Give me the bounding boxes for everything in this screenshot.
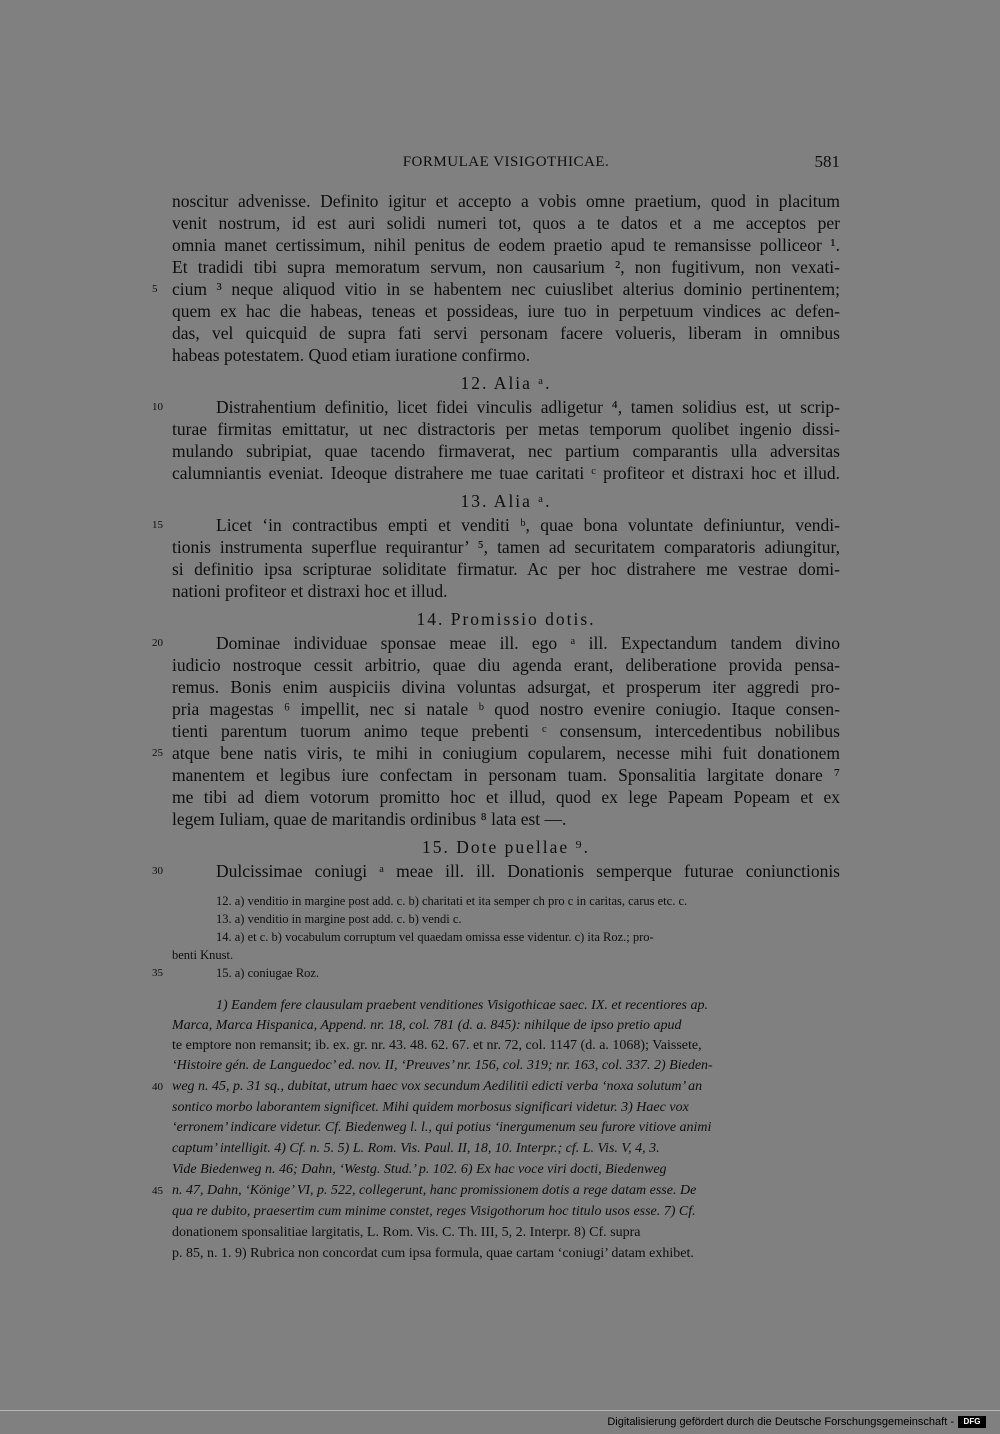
funding-text: Digitalisierung gefördert durch die Deutsche Forschungsgemeinschaft - [607, 1416, 954, 1428]
footnote-line: te emptore non remansit; ib. ex. gr. nr. 43. 48. 62. 67. et nr. 72, col. 1147 (d. a. 1068); Vaissete, [172, 1038, 702, 1053]
line-number: 30 [152, 865, 163, 877]
footnote-line: donationem sponsalitiae largitatis, L. Rom. Vis. C. Th. III, 5, 2. Interpr. 8) Cf. supra [172, 1225, 641, 1240]
apparatus-line: benti Knust. [172, 948, 234, 962]
line-number: 5 [152, 283, 158, 295]
text-line: iudicio nostroque cessit arbitrio, quae diu agenda erant, deliberatione provida pensa- [172, 655, 840, 675]
text-line: das, vel quicquid de supra fati servi personam facere volueris, liberam in omnibus [172, 323, 840, 343]
text-line: Et tradidi tibi supra memoratum servum, non causarium ², non fugitivum, non vexati- [172, 257, 840, 277]
footnote-line: ‘erronem’ indicare videtur. Cf. Biedenweg l. l., qui potius ‘inergumenum seu furore vitiove animi [172, 1120, 712, 1135]
text-line: venit nostrum, id est auri solidi numeri tot, quos a te datos et a me acceptos per [172, 213, 840, 233]
text-line: tionis instrumenta superflue requirantur’ ⁵, tamen ad securitatem comparatoris adiungitur, [172, 537, 840, 557]
text-line: atque bene natis viris, te mihi in coniugium copularem, necesse mihi fuit donationem [172, 743, 840, 763]
text-line: calumniantis eveniat. Ideoque distrahere me tuae caritati ᶜ profiteor et distraxi hoc et illud. [172, 463, 840, 483]
text-line: remus. Bonis enim auspiciis divina voluntas adsurgat, et prosperum iter aggredi pro- [172, 677, 840, 697]
section-heading-15: 15. Dote puellae ⁹. [421, 837, 591, 857]
text-line: noscitur advenisse. Definito igitur et accepto a vobis omne praetium, quod in placitum [172, 191, 840, 211]
footnote-line: sontico morbo laborantem significet. Mihi quidem morbosus significari videtur. 3) Haec vox [172, 1100, 689, 1115]
text-line: pria magestas ⁶ impellit, nec si natale ᵇ quod nostro evenire coniugio. Itaque consen- [172, 699, 840, 719]
dfg-logo-icon: DFG [958, 1416, 986, 1428]
text-line: mulando subripiat, quae tacendo firmaverat, nec partium comparantis ulla adversitas [172, 441, 840, 461]
text-line: quem ex hac die habeas, teneas et possideas, iure tuo in perpetuum vindices ac defen- [172, 301, 840, 321]
footnote-line: p. 85, n. 1. 9) Rubrica non concordat cum ipsa formula, quae cartam ‘coniugi’ datam exhibet. [172, 1246, 694, 1261]
apparatus-line: 15. a) coniugae Roz. [216, 966, 320, 980]
text-line: nationi profiteor et distraxi hoc et illud. [172, 581, 448, 601]
footnote-line: n. 47, Dahn, ‘Könige’ VI, p. 522, collegerunt, hanc promissionem dotis a rege datam esse. De [172, 1183, 697, 1198]
apparatus-line: 14. a) et c. b) vocabulum corruptum vel quaedam omissa esse videntur. c) ita Roz.; pro- [216, 930, 654, 944]
footnote-line: Marca, Marca Hispanica, Append. nr. 18, col. 781 (d. a. 845): nihilque de ipso pretio apud [172, 1018, 682, 1033]
running-title: FORMULAE VISIGOTHICAE. [402, 154, 610, 170]
text-line: Licet ‘in contractibus empti et venditi ᵇ, quae bona voluntate definiuntur, vendi- [216, 515, 840, 535]
text-line: tienti parentum tuorum animo teque prebenti ᶜ consensum, intercedentibus nobilibus [172, 721, 840, 741]
section-heading-13: 13. Alia ᵃ. [460, 491, 552, 511]
footnote-line: captum’ intelligit. 4) Cf. n. 5. 5) L. Rom. Vis. Paul. II, 18, 10. Interpr.; cf. L. Vis. V, 4, 3. [172, 1141, 660, 1156]
line-number: 10 [152, 401, 163, 413]
footnote-line: weg n. 45, p. 31 sq., dubitat, utrum haec vox secundum Aedilitii edicti verba ‘noxa solutum’ an [172, 1079, 703, 1094]
apparatus-line: 13. a) venditio in margine post add. c. b) vendi c. [216, 912, 462, 926]
section-heading-12: 12. Alia ᵃ. [460, 373, 552, 393]
text-line: manentem et legibus iure confectam in personam tuam. Sponsalitia largitate donare ⁷ [172, 765, 840, 785]
text-line: legem Iuliam, quae de maritandis ordinibus ⁸ lata est —. [172, 809, 567, 829]
footnote-line: 1) Eandem fere clausulam praebent venditiones Visigothicae saec. IX. et recentiores ap. [216, 998, 708, 1013]
text-line: turae firmitas emittatur, ut nec distractoris per metas temporum quolibet ingenio dissi- [172, 419, 840, 439]
footnote-line: Vide Biedenweg n. 46; Dahn, ‘Westg. Stud.’ p. 102. 6) Ex hac voce viri docti, Biedenweg [172, 1162, 667, 1177]
line-number: 25 [152, 747, 163, 759]
text-line: Dominae individuae sponsae meae ill. ego ᵃ ill. Expectandum tandem divino [216, 633, 840, 653]
apparatus-line: 12. a) venditio in margine post add. c. b) charitati et ita semper ch pro c in caritas, carus etc. c. [216, 894, 688, 908]
page-number: 581 [814, 152, 840, 171]
line-number: 20 [152, 637, 163, 649]
text-line: cium ³ neque aliquod vitio in se habentem nec cuiuslibet alterius dominio pertinentem; [172, 279, 840, 299]
section-heading-14: 14. Promissio dotis. [416, 609, 596, 629]
page-header [172, 152, 840, 176]
footnote-line: ‘Histoire gén. de Languedoc’ ed. nov. II, ‘Preuves’ nr. 156, col. 319; nr. 163, col. 337. 2) Bieden- [172, 1058, 713, 1073]
line-number: 15 [152, 519, 163, 531]
text-line: si definitio ipsa scripturae soliditate firmatur. Ac per hoc distrahere me vestrae domi- [172, 559, 840, 579]
text-line: me tibi ad diem votorum promitto hoc et illud, quod ex lege Papeam Popeam et ex [172, 787, 840, 807]
line-number: 40 [152, 1081, 163, 1093]
text-line: Dulcissimae coniugi ᵃ meae ill. ill. Donationis semperque futurae coniunctionis [216, 861, 840, 881]
line-number: 45 [152, 1185, 163, 1197]
line-number: 35 [152, 967, 163, 979]
text-line: omnia manet certissimum, nihil penitus de eodem praetio apud te remansisse polliceor ¹. [172, 235, 840, 255]
footnote-line: qua re dubito, praesertim cum minime constet, reges Visigothorum hoc titulo usos esse. 7) Cf. [172, 1204, 696, 1219]
footer-divider [0, 1410, 1000, 1411]
text-line: habeas potestatem. Quod etiam iuratione confirmo. [172, 345, 531, 365]
funding-footer [607, 1416, 986, 1428]
text-line: Distrahentium definitio, licet fidei vinculis adligetur ⁴, tamen solidius est, ut scrip- [216, 397, 840, 417]
